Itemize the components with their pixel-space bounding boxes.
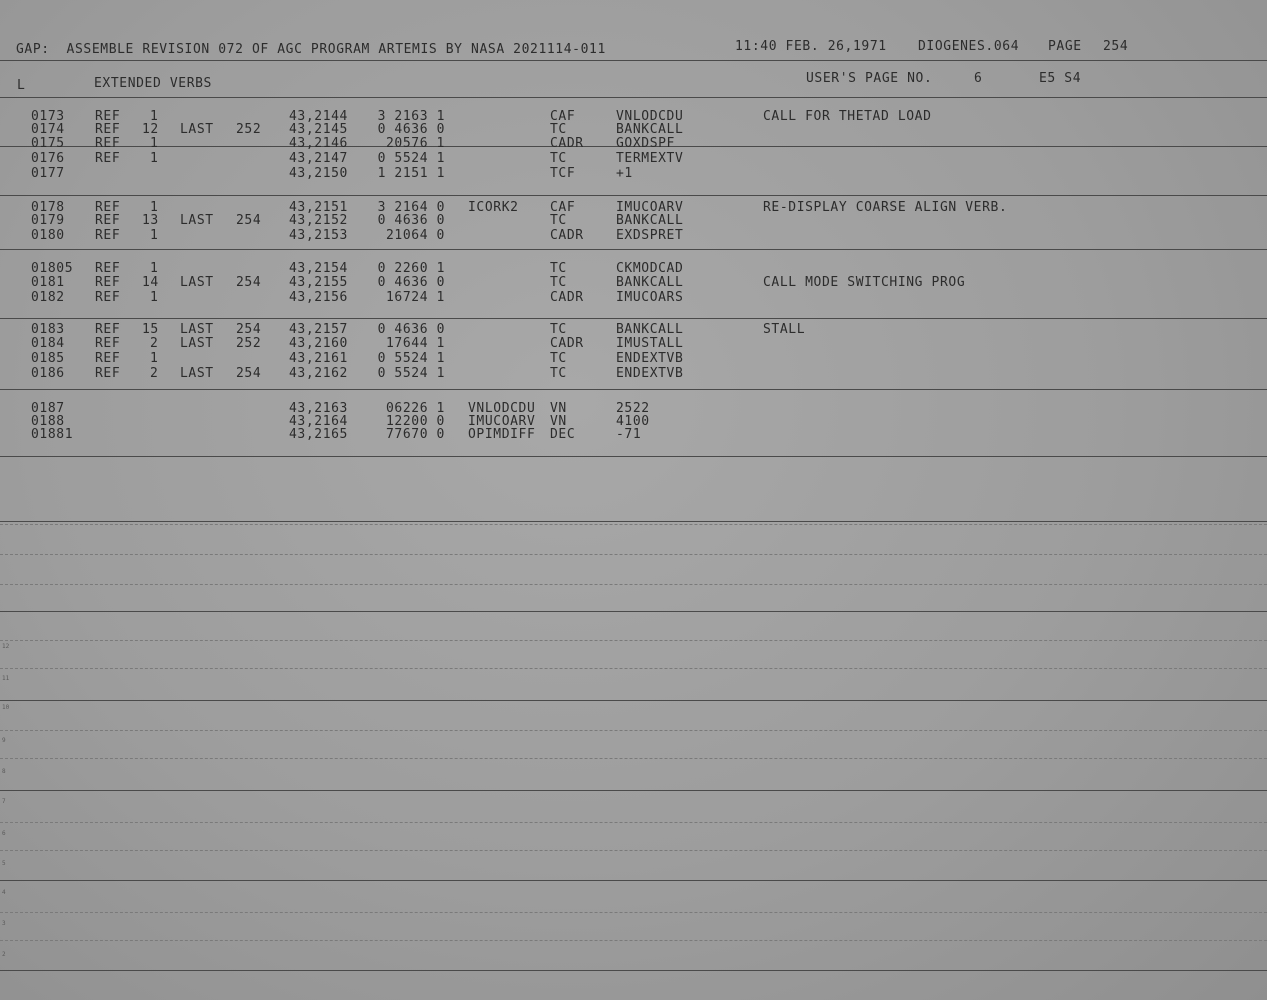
ref-count: 1 bbox=[150, 261, 159, 276]
operand: CKMODCAD bbox=[616, 261, 684, 276]
dashed-ruled-line bbox=[0, 940, 1267, 941]
address: 43,2163 bbox=[289, 401, 348, 416]
last-label: LAST bbox=[180, 336, 214, 351]
ref-count: 13 bbox=[142, 213, 159, 228]
ruled-line bbox=[0, 970, 1267, 971]
operand: TERMEXTV bbox=[616, 151, 684, 166]
ref-count: 15 bbox=[142, 322, 159, 337]
address: 43,2157 bbox=[289, 322, 348, 337]
last-page: 254 bbox=[236, 275, 262, 290]
ref-label: REF bbox=[95, 290, 121, 305]
ref-count: 1 bbox=[150, 351, 159, 366]
ruled-line bbox=[0, 880, 1267, 881]
opcode: CADR bbox=[550, 228, 584, 243]
address: 43,2151 bbox=[289, 200, 348, 215]
ref-count: 2 bbox=[150, 366, 159, 381]
section-title: EXTENDED VERBS bbox=[94, 76, 212, 91]
ruled-line bbox=[0, 195, 1267, 196]
opcode: TC bbox=[550, 351, 567, 366]
opcode: CAF bbox=[550, 200, 576, 215]
machine-word: 0 5524 1 bbox=[377, 351, 445, 366]
line-number: 0186 bbox=[31, 366, 65, 381]
ref-label: REF bbox=[95, 228, 121, 243]
line-number: 0176 bbox=[31, 151, 65, 166]
line-number: 0184 bbox=[31, 336, 65, 351]
users-page-label: USER'S PAGE NO. bbox=[806, 71, 933, 86]
line-number: 0182 bbox=[31, 290, 65, 305]
opcode: CAF bbox=[550, 109, 576, 124]
dashed-ruled-line bbox=[0, 584, 1267, 585]
address: 43,2144 bbox=[289, 109, 348, 124]
machine-word: 0 4636 0 bbox=[377, 122, 445, 137]
dashed-ruled-line bbox=[0, 822, 1267, 823]
address: 43,2152 bbox=[289, 213, 348, 228]
opcode: TC bbox=[550, 366, 567, 381]
ruled-line bbox=[0, 97, 1267, 98]
dashed-ruled-line bbox=[0, 850, 1267, 851]
machine-word: 0 2260 1 bbox=[377, 261, 445, 276]
line-number: 0180 bbox=[31, 228, 65, 243]
margin-number: 2 bbox=[2, 951, 6, 958]
ref-label: REF bbox=[95, 109, 121, 124]
line-number: 0183 bbox=[31, 322, 65, 337]
last-label: LAST bbox=[180, 122, 214, 137]
operand: VNLODCDU bbox=[616, 109, 684, 124]
comment: CALL FOR THETAD LOAD bbox=[763, 109, 932, 124]
last-page: 252 bbox=[236, 122, 262, 137]
address: 43,2155 bbox=[289, 275, 348, 290]
line-number: 0185 bbox=[31, 351, 65, 366]
address: 43,2145 bbox=[289, 122, 348, 137]
address: 43,2153 bbox=[289, 228, 348, 243]
ruled-line bbox=[0, 611, 1267, 612]
opcode: TCF bbox=[550, 166, 576, 181]
operand: BANKCALL bbox=[616, 122, 684, 137]
machine-word: 17644 1 bbox=[386, 336, 445, 351]
address: 43,2154 bbox=[289, 261, 348, 276]
line-number: 0177 bbox=[31, 166, 65, 181]
opcode: TC bbox=[550, 122, 567, 137]
symbol-label: VNLODCDU bbox=[468, 401, 536, 416]
operand: ENDEXTVB bbox=[616, 366, 684, 381]
line-number: 0174 bbox=[31, 122, 65, 137]
ruled-line bbox=[0, 318, 1267, 319]
margin-number: 4 bbox=[2, 889, 6, 896]
line-number: 0178 bbox=[31, 200, 65, 215]
last-label: LAST bbox=[180, 322, 214, 337]
line-number: 0187 bbox=[31, 401, 65, 416]
machine-word: 0 5524 1 bbox=[377, 151, 445, 166]
opcode: VN bbox=[550, 414, 567, 429]
operand: BANKCALL bbox=[616, 322, 684, 337]
operand: IMUCOARS bbox=[616, 290, 684, 305]
last-label: LAST bbox=[180, 213, 214, 228]
ref-count: 1 bbox=[150, 200, 159, 215]
machine-word: 0 4636 0 bbox=[377, 275, 445, 290]
operand: GOXDSPF bbox=[616, 136, 675, 151]
ref-count: 1 bbox=[150, 228, 159, 243]
dashed-ruled-line bbox=[0, 758, 1267, 759]
comment: CALL MODE SWITCHING PROG bbox=[763, 275, 966, 290]
operand: IMUSTALL bbox=[616, 336, 684, 351]
line-number: 0175 bbox=[31, 136, 65, 151]
dashed-ruled-line bbox=[0, 640, 1267, 641]
margin-number: 12 bbox=[2, 643, 10, 650]
machine-word: 20576 1 bbox=[386, 136, 445, 151]
machine-word: 0 4636 0 bbox=[377, 322, 445, 337]
line-number: 0173 bbox=[31, 109, 65, 124]
margin-number: 9 bbox=[2, 737, 6, 744]
ref-label: REF bbox=[95, 322, 121, 337]
opcode: TC bbox=[550, 322, 567, 337]
ref-label: REF bbox=[95, 122, 121, 137]
last-page: 254 bbox=[236, 322, 262, 337]
ref-label: REF bbox=[95, 200, 121, 215]
address: 43,2150 bbox=[289, 166, 348, 181]
operand: BANKCALL bbox=[616, 213, 684, 228]
machine-word: 06226 1 bbox=[386, 401, 445, 416]
opcode: CADR bbox=[550, 136, 584, 151]
operand: EXDSPRET bbox=[616, 228, 684, 243]
address: 43,2165 bbox=[289, 427, 348, 442]
header-system: DIOGENES.064 bbox=[918, 39, 1020, 54]
margin-number: 8 bbox=[2, 768, 6, 775]
margin-number: 7 bbox=[2, 798, 6, 805]
operand: ENDEXTVB bbox=[616, 351, 684, 366]
opcode: TC bbox=[550, 151, 567, 166]
dashed-ruled-line bbox=[0, 524, 1267, 525]
last-page: 254 bbox=[236, 366, 262, 381]
machine-word: 1 2151 1 bbox=[377, 166, 445, 181]
ref-label: REF bbox=[95, 261, 121, 276]
header-page-number: 254 bbox=[1103, 39, 1129, 54]
operand: IMUCOARV bbox=[616, 200, 684, 215]
line-number: 0188 bbox=[31, 414, 65, 429]
header-timestamp: 11:40 FEB. 26,1971 bbox=[735, 39, 887, 54]
opcode: DEC bbox=[550, 427, 576, 442]
margin-number: 6 bbox=[2, 830, 6, 837]
ruled-line bbox=[0, 456, 1267, 457]
ruled-line bbox=[0, 700, 1267, 701]
margin-number: 3 bbox=[2, 920, 6, 927]
symbol-label: OPIMDIFF bbox=[468, 427, 536, 442]
opcode: TC bbox=[550, 275, 567, 290]
ref-label: REF bbox=[95, 136, 121, 151]
last-label: LAST bbox=[180, 366, 214, 381]
opcode: TC bbox=[550, 213, 567, 228]
ruled-line bbox=[0, 790, 1267, 791]
address: 43,2160 bbox=[289, 336, 348, 351]
column-l-label: L bbox=[17, 78, 26, 93]
ref-count: 1 bbox=[150, 109, 159, 124]
ref-count: 1 bbox=[150, 290, 159, 305]
ref-label: REF bbox=[95, 336, 121, 351]
machine-word: 0 5524 1 bbox=[377, 366, 445, 381]
operand: 4100 bbox=[616, 414, 650, 429]
symbol-label: IMUCOARV bbox=[468, 414, 536, 429]
address: 43,2162 bbox=[289, 366, 348, 381]
address: 43,2156 bbox=[289, 290, 348, 305]
last-page: 254 bbox=[236, 213, 262, 228]
ref-count: 1 bbox=[150, 151, 159, 166]
line-number: 01881 bbox=[31, 427, 74, 442]
address: 43,2164 bbox=[289, 414, 348, 429]
ruled-line bbox=[0, 389, 1267, 390]
ruled-line bbox=[0, 521, 1267, 522]
dashed-ruled-line bbox=[0, 912, 1267, 913]
users-page-number: 6 bbox=[974, 71, 983, 86]
symbol-label: ICORK2 bbox=[468, 200, 519, 215]
opcode: TC bbox=[550, 261, 567, 276]
line-number: 0181 bbox=[31, 275, 65, 290]
machine-word: 16724 1 bbox=[386, 290, 445, 305]
page-code: E5 S4 bbox=[1039, 71, 1082, 86]
dashed-ruled-line bbox=[0, 730, 1267, 731]
machine-word: 3 2164 0 bbox=[377, 200, 445, 215]
margin-number: 5 bbox=[2, 860, 6, 867]
last-page: 252 bbox=[236, 336, 262, 351]
ref-label: REF bbox=[95, 366, 121, 381]
opcode: CADR bbox=[550, 290, 584, 305]
opcode: VN bbox=[550, 401, 567, 416]
line-number: 01805 bbox=[31, 261, 74, 276]
margin-number: 11 bbox=[2, 675, 10, 682]
ruled-line bbox=[0, 60, 1267, 61]
dashed-ruled-line bbox=[0, 668, 1267, 669]
ref-label: REF bbox=[95, 213, 121, 228]
address: 43,2147 bbox=[289, 151, 348, 166]
opcode: CADR bbox=[550, 336, 584, 351]
ref-count: 14 bbox=[142, 275, 159, 290]
dashed-ruled-line bbox=[0, 554, 1267, 555]
ref-count: 1 bbox=[150, 136, 159, 151]
machine-word: 21064 0 bbox=[386, 228, 445, 243]
ref-label: REF bbox=[95, 351, 121, 366]
machine-word: 3 2163 1 bbox=[377, 109, 445, 124]
address: 43,2161 bbox=[289, 351, 348, 366]
ref-count: 12 bbox=[142, 122, 159, 137]
address: 43,2146 bbox=[289, 136, 348, 151]
ref-label: REF bbox=[95, 275, 121, 290]
operand: +1 bbox=[616, 166, 633, 181]
ref-count: 2 bbox=[150, 336, 159, 351]
ref-label: REF bbox=[95, 151, 121, 166]
comment: STALL bbox=[763, 322, 806, 337]
machine-word: 12200 0 bbox=[386, 414, 445, 429]
machine-word: 0 4636 0 bbox=[377, 213, 445, 228]
header-title: GAP: ASSEMBLE REVISION 072 OF AGC PROGRAM ARTEMIS BY NASA 2021114-011 bbox=[16, 42, 606, 57]
operand: BANKCALL bbox=[616, 275, 684, 290]
ruled-line bbox=[0, 249, 1267, 250]
comment: RE-DISPLAY COARSE ALIGN VERB. bbox=[763, 200, 1008, 215]
last-label: LAST bbox=[180, 275, 214, 290]
operand: -71 bbox=[616, 427, 642, 442]
margin-number: 10 bbox=[2, 704, 10, 711]
header-page-label: PAGE bbox=[1048, 39, 1082, 54]
operand: 2522 bbox=[616, 401, 650, 416]
line-number: 0179 bbox=[31, 213, 65, 228]
machine-word: 77670 0 bbox=[386, 427, 445, 442]
